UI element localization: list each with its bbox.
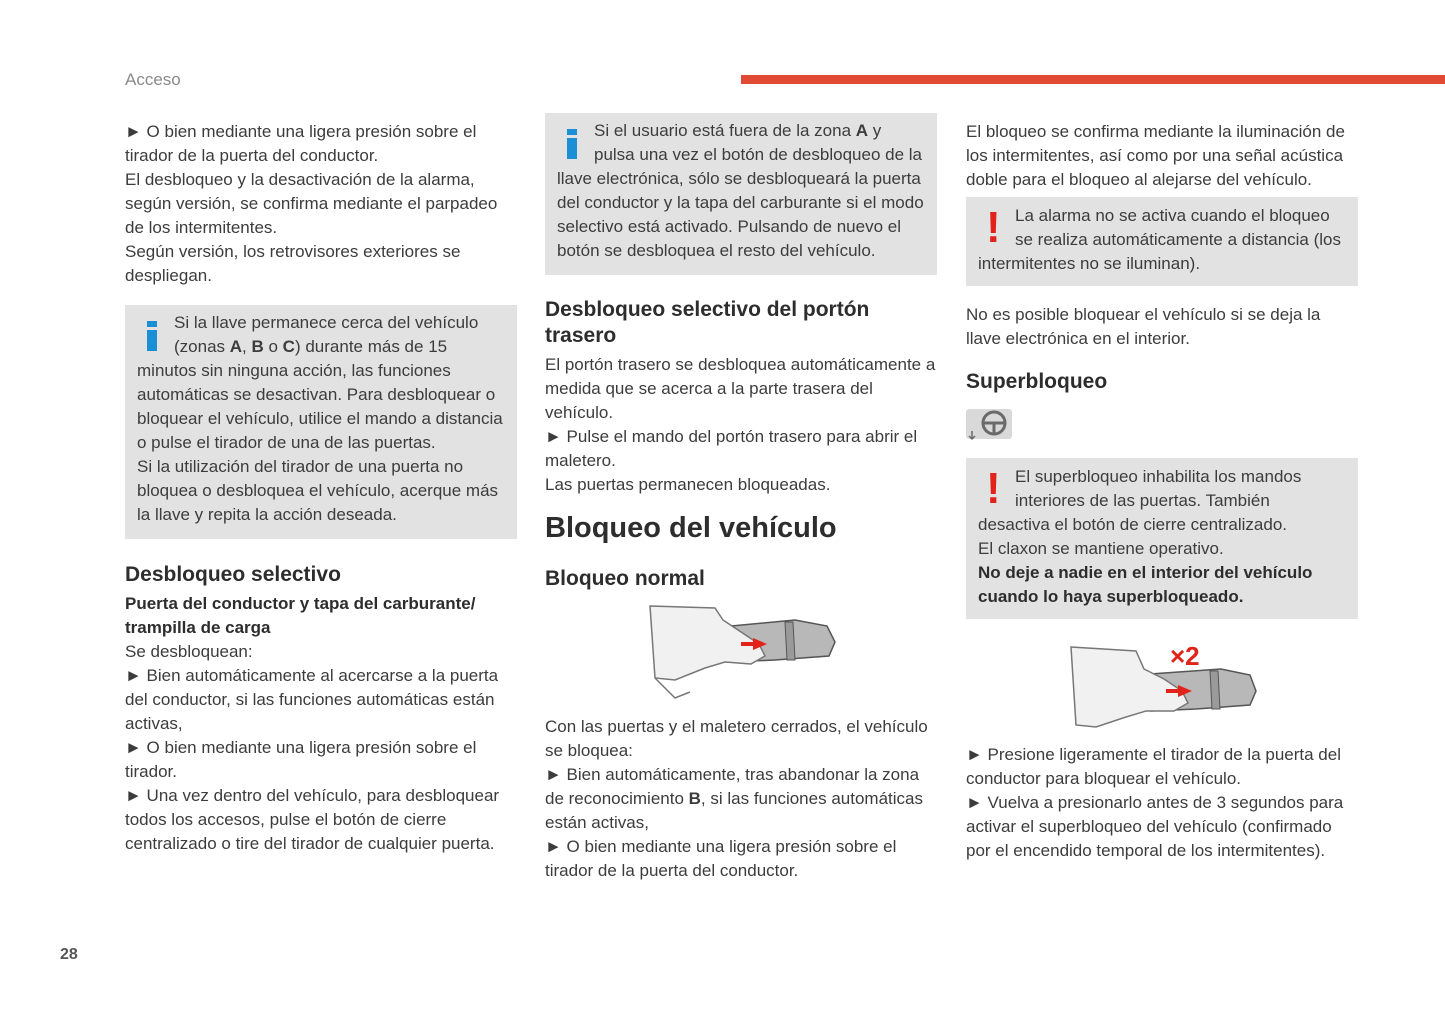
header-accent-bar [741, 75, 1445, 84]
paragraph: Según versión, los retrovisores exteriores se despliegan. [125, 242, 461, 285]
chapter-title: Bloqueo del vehículo [545, 512, 837, 544]
door-handle-illustration [545, 598, 937, 706]
warning-icon: ! [986, 464, 1001, 513]
warning-text: La alarma no se activa cuando el bloqueo se realiza automáticamente a distancia (los intermitentes no se iluminan). [978, 206, 1341, 273]
section-header: Acceso [125, 70, 181, 89]
column-middle [545, 120, 937, 883]
info-text: Si el usuario está fuera de la zona A y pulsa una vez el botón de desbloqueo de la llave electrónica, sólo se desbloqueará la puerta del conductor y la tapa del carburante si el modo selectivo está activado. Pulsando de nuevo el botón se desbloquea el resto del vehículo. [557, 121, 924, 260]
paragraph: No es posible bloquear el vehículo si se deja la llave electrónica en el interior. [966, 305, 1321, 348]
info-box [125, 305, 517, 539]
paragraph: Se desbloquean: [125, 642, 253, 661]
paragraph: El bloqueo se confirma mediante la iluminación de los intermitentes, así como por una señal acústica doble para el bloqueo al alejarse del vehículo. [966, 122, 1345, 189]
warning-box [966, 458, 1358, 619]
superlock-illustration [966, 633, 1358, 733]
paragraph: Las puertas permanecen bloqueadas. [545, 475, 831, 494]
press-twice-label: ×2 [1170, 641, 1200, 671]
paragraph: El portón trasero se desbloquea automáticamente a medida que se acerca a la parte trasera del vehículo. [545, 355, 936, 422]
warning-emphasis: No deje a nadie en el interior del vehículo cuando lo haya superbloqueado. [978, 563, 1313, 606]
paragraph: Con las puertas y el maletero cerrados, el vehículo se bloquea: [545, 717, 928, 760]
bullet-item: ► Una vez dentro del vehículo, para desbloquear todos los accesos, pulse el botón de cierre centralizado o tire del tirador de cualquier puerta. [125, 786, 500, 853]
section-heading: Desbloqueo selectivo del portón trasero [545, 298, 870, 347]
section-heading: Bloqueo normal [545, 567, 705, 590]
subheading: Puerta del conductor y tapa del carburante/ trampilla de carga [125, 594, 476, 637]
info-box [545, 113, 937, 275]
bullet-item: ► Bien automáticamente al acercarse a la puerta del conductor, si las funciones automáticas están activas, [125, 666, 499, 733]
warning-icon: ! [986, 203, 1001, 252]
bullet-item: ► O bien mediante una ligera presión sobre el tirador. [125, 738, 477, 781]
warning-text: El superbloqueo inhabilita los mandos interiores de las puertas. También desactiva el botón de cierre centralizado. [978, 467, 1302, 534]
section-heading: Desbloqueo selectivo [125, 563, 341, 586]
column-left [125, 120, 517, 856]
info-text: Si la utilización del tirador de una puerta no bloquea o desbloquea el vehículo, acerque más la llave y repita la acción deseada. [137, 457, 499, 524]
paragraph: El desbloqueo y la desactivación de la alarma, según versión, se confirma mediante el parpadeo de los intermitentes. [125, 170, 498, 237]
bullet-item: ► Pulse el mando del portón trasero para abrir el maletero. [545, 427, 918, 470]
steering-wheel-lock-icon [966, 405, 1018, 445]
info-text: Si la llave permanece cerca del vehículo (zonas A, B o C) durante más de 15 minutos sin ninguna acción, las funciones automáticas se desactivan. Para desbloquear o bloquear el vehículo, utilice el mando a distancia o pulse el tirador de una de las puertas. [137, 313, 503, 452]
page-number: 28 [60, 946, 78, 963]
info-icon [137, 311, 174, 359]
bullet-item: ► O bien mediante una ligera presión sobre el tirador de la puerta del conductor. [545, 837, 897, 880]
info-icon [557, 119, 594, 167]
warning-text: El claxon se mantiene operativo. [978, 539, 1224, 558]
warning-box [966, 197, 1358, 286]
paragraph: ► O bien mediante una ligera presión sobre el tirador de la puerta del conductor. [125, 122, 477, 165]
column-right [966, 120, 1358, 863]
bullet-item: ► Vuelva a presionarlo antes de 3 segundos para activar el superbloqueo del vehículo (confirmado por el encendido temporal de los intermitentes). [966, 793, 1344, 860]
bullet-item: ► Presione ligeramente el tirador de la puerta del conductor para bloquear el vehículo. [966, 745, 1341, 788]
bullet-item: ► Bien automáticamente, tras abandonar la zona de reconocimiento B, si las funciones automáticas están activas, [545, 765, 923, 832]
hand-shape [650, 606, 765, 698]
section-heading: Superbloqueo [966, 370, 1108, 393]
